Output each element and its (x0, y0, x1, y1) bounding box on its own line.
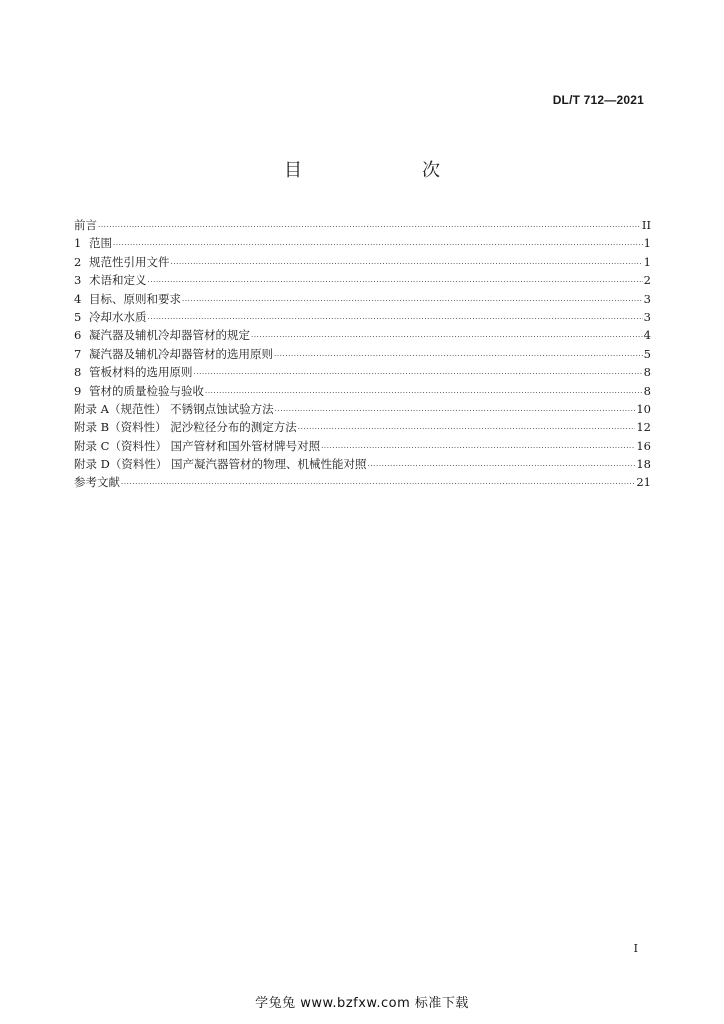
toc-entry-page: 5 (643, 346, 651, 361)
toc-entry-label: 附录 B（资料性） 泥沙粒径分布的测定方法 (74, 420, 297, 435)
toc-leader-dots (171, 255, 643, 273)
toc-entry-page: 1 (643, 236, 651, 251)
toc-entry-page: 1 (643, 254, 651, 269)
toc-leader-dots (251, 328, 643, 346)
toc-entry-page: II (641, 218, 651, 232)
toc-entry-number: 8 (74, 365, 82, 380)
toc-entry[interactable] (74, 473, 651, 491)
toc-entry-label: 前言 (74, 218, 97, 232)
toc-entry-number: 1 (74, 236, 82, 251)
toc-entry-number: 9 (74, 383, 82, 398)
toc-leader-dots (121, 475, 635, 493)
toc-leader-dots (274, 347, 643, 365)
toc-title: 目 次 (284, 160, 468, 181)
toc-entry-number: 3 (74, 273, 82, 288)
toc-entry-label: 附录 C（资料性） 国产管材和国外管材牌号对照 (74, 438, 321, 453)
toc-entry-label: 附录 A（规范性） 不锈钢点蚀试验方法 (74, 401, 274, 416)
toc-entry[interactable] (74, 326, 651, 344)
toc-entry-number: 6 (74, 328, 82, 343)
toc-entry-label: 参考文献 (74, 475, 120, 490)
toc-leader-dots (298, 420, 636, 438)
toc-entry-label: 目标、原则和要求 (89, 291, 181, 306)
toc-leader-dots (182, 292, 643, 310)
toc-entry-number: 4 (74, 291, 82, 306)
toc-entry-label: 规范性引用文件 (89, 254, 170, 269)
toc-entry-label: 冷却水水质 (89, 309, 147, 324)
standard-code: DL/T 712—2021 (552, 93, 644, 107)
toc-entry-label: 管板材料的选用原则 (89, 365, 193, 380)
toc-entry[interactable] (74, 290, 651, 308)
toc-entry-page: 8 (643, 383, 651, 398)
toc-entry-page: 4 (643, 328, 651, 343)
toc-entry-page: 10 (636, 401, 651, 416)
page-number: I (633, 942, 638, 955)
toc-entry-page: 16 (636, 438, 651, 453)
toc-entry-number: 5 (74, 309, 82, 324)
toc-entry[interactable] (74, 234, 651, 252)
toc-entry[interactable] (74, 363, 651, 381)
toc-leader-dots (368, 457, 636, 475)
toc-leader-dots (275, 402, 636, 420)
toc-entry-page: 12 (636, 420, 651, 435)
toc-entry-page: 2 (643, 273, 651, 288)
toc-leader-dots (194, 365, 643, 383)
toc-leader-dots (98, 218, 641, 236)
toc-entry[interactable] (74, 382, 651, 400)
toc-entry-page: 3 (643, 291, 651, 306)
toc-entry-page: 8 (643, 365, 651, 380)
toc-entry[interactable] (74, 308, 651, 326)
toc-entry-page: 3 (643, 309, 651, 324)
toc-leader-dots (113, 236, 643, 254)
toc-entry-number: 2 (74, 254, 82, 269)
toc-entry[interactable] (74, 418, 651, 436)
toc-entry[interactable] (74, 216, 651, 234)
watermark-footer: 学兔兔 www.bzfxw.com 标准下载 (255, 996, 469, 1011)
toc-entry-label: 管材的质量检验与验收 (89, 383, 204, 398)
toc-entry-number: 7 (74, 346, 82, 361)
toc-entry[interactable] (74, 345, 651, 363)
toc-entry-page: 21 (636, 475, 651, 490)
toc-entry[interactable] (74, 455, 651, 473)
toc-entry-label: 范围 (89, 236, 112, 251)
toc-entry[interactable] (74, 437, 651, 455)
toc-entry-label: 术语和定义 (89, 273, 147, 288)
toc-entry-label: 附录 D（资料性） 国产凝汽器管材的物理、机械性能对照 (74, 457, 367, 472)
toc-entry-page: 18 (636, 457, 651, 472)
toc-entry[interactable] (74, 271, 651, 289)
toc-entry[interactable] (74, 400, 651, 418)
toc-leader-dots (321, 439, 635, 457)
toc-entry-label: 凝汽器及辅机冷却器管材的选用原则 (89, 346, 273, 361)
toc-entry-label: 凝汽器及辅机冷却器管材的规定 (89, 328, 250, 343)
table-of-contents (74, 216, 651, 492)
toc-entry[interactable] (74, 253, 651, 271)
toc-leader-dots (148, 273, 643, 291)
